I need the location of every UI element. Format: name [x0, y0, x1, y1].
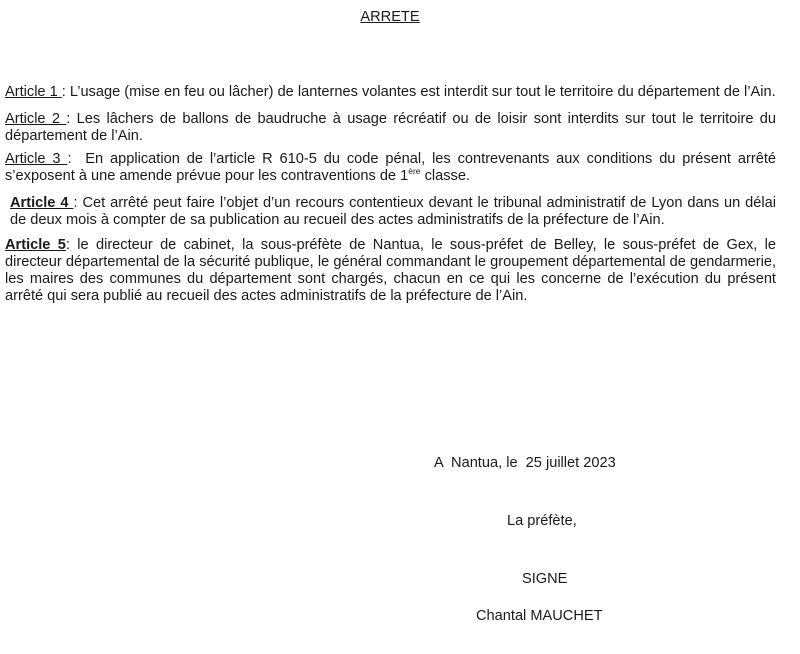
article-4-text: Cet arrêté peut faire l’objet d’un recours contentieux devant le tribunal administratif de Lyon dans un délai de deux mois à compter de sa publication au recueil des actes administratifs de la préfecture de l’Ain.: [10, 195, 777, 228]
article-1-text: L’usage (mise en feu ou lâcher) de lanternes volantes est interdit sur tout le territoire du département de l’Ain.: [69, 84, 776, 100]
article-3-text: En application de l’article R 610-5 du code pénal, les contrevenants aux conditions du présent arrêté s’exposent à une amende prévue pour les contraventions de 1: [5, 151, 776, 184]
article-3-separator: :: [67, 151, 86, 167]
article-1-label: Article 1: [5, 84, 62, 100]
article-2-text: Les lâchers de ballons de baudruche à usage récréatif ou de loisir sont interdits sur tout le territoire du département de l’Ain.: [5, 111, 777, 144]
article-1: [5, 84, 776, 101]
signatory-name: Chantal MAUCHET: [476, 608, 603, 624]
ordinal-superscript: ère: [408, 166, 421, 176]
article-2-separator: :: [66, 111, 77, 127]
signature-mark: SIGNE: [522, 571, 568, 587]
article-3-label: Article 3: [5, 151, 68, 167]
article-2: [5, 111, 776, 145]
article-4-separator: :: [73, 195, 83, 211]
article-2-label: Article 2: [5, 111, 67, 127]
article-1-separator: :: [61, 84, 70, 100]
signatory-role: La préfète,: [507, 513, 577, 529]
article-5-separator: :: [65, 237, 78, 253]
article-5-label: Article 5: [5, 237, 66, 253]
article-3: [5, 151, 776, 185]
document-title: ARRETE: [360, 9, 420, 25]
article-5: [5, 237, 776, 305]
article-3-text-end: classe.: [420, 168, 470, 184]
articles-section: [5, 84, 776, 305]
article-4: [5, 195, 776, 229]
article-4-label: Article 4: [10, 195, 74, 211]
place-and-date: A Nantua, le 25 juillet 2023: [434, 455, 616, 471]
article-5-text: le directeur de cabinet, la sous-préfète de Nantua, le sous-préfet de Belley, le sous-préfet de Gex, le directeur départemental de la sécurité publique, le général commandant le groupement départemental de gendarmerie, les maires des communes du département sont chargés, chacun en ce qui les concerne de l’exécution du présent arrêté qui sera publié au recueil des actes administratifs de la préfecture de l’Ain.: [5, 237, 776, 304]
